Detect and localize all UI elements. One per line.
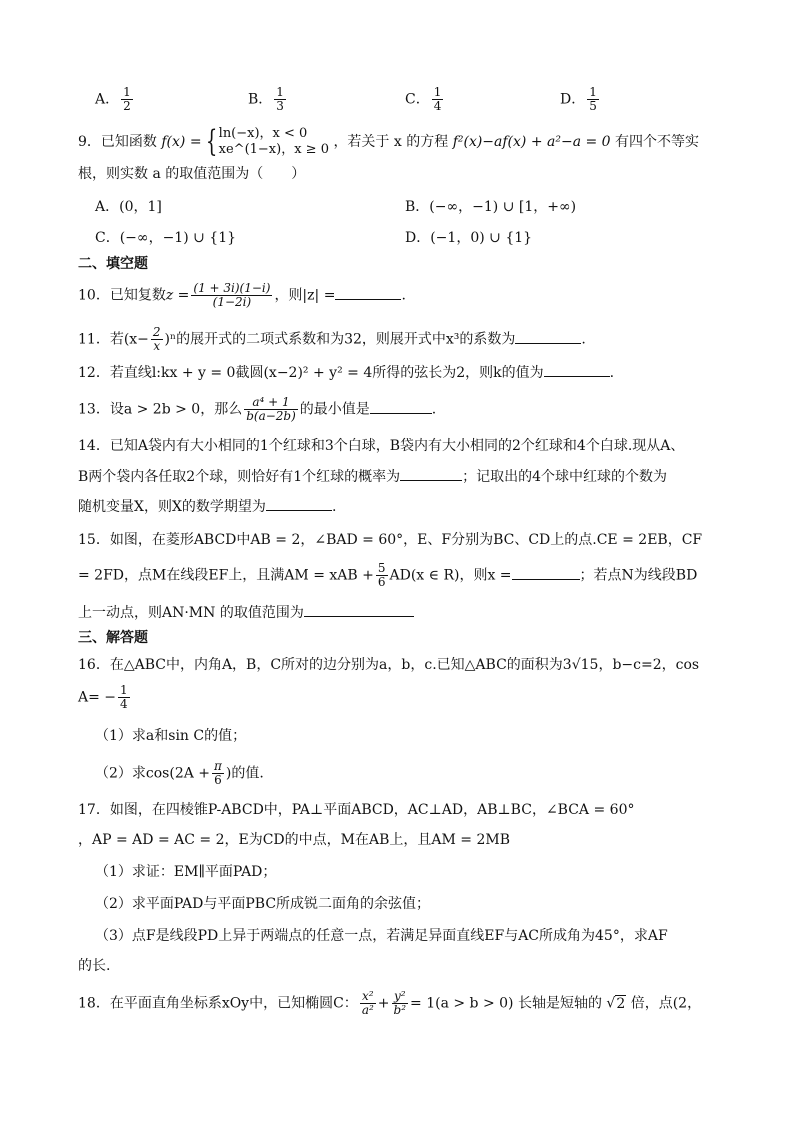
section-heading-fill-in: 二、填空题	[78, 256, 148, 272]
q9-option-d: D．(−1，0) ∪ {1}	[405, 230, 533, 246]
q17-line1: 17．如图，在四棱锥P-ABCD中，PA⊥平面ABCD，AC⊥AD，AB⊥BC，∠BCA = 60°	[78, 802, 635, 818]
q16-line2: A= − $\frac{1}{4}$	[78, 683, 128, 711]
q17-part1: （1）求证：EM∥平面PAD；	[95, 864, 277, 880]
q18: 18．在平面直角坐标系xOy中，已知椭圆C： $\frac{\text{x²}}{\text{a²}}$ + $\frac{\text{y²}}{\text{b²}}$ = 1(a > b > 0) 长轴是短轴的 √2 倍，点(2，	[78, 989, 702, 1017]
q9-option-c: C．(−∞，−1) ∪ {1}	[95, 230, 237, 246]
q8-option-c: C． $\frac{1}{4}$	[405, 85, 442, 113]
q16-line1: 16．在△ABC中，内角A，B，C所对的边分别为a，b，c.已知△ABC的面积为3√15，b−c=2，cos	[78, 657, 700, 673]
q9-stem: 9．已知函数 f(x) = { ln(−x)，x < 0 xe^(1−x)，x ≥ 0 ，若关于 x 的方程 f²(x)−af(x) + a²−a = 0 有四个不等实	[78, 124, 700, 159]
q10: 10．已知复数z = $\frac{(1 + 3i)(1-i)}{(1-2i)}$ ，则|z| = .	[78, 281, 406, 309]
q16-part2: （2）求cos(2A + $\frac{\pi}{6}$ )的值.	[95, 759, 264, 787]
q8-option-b: B． $\frac{1}{3}$	[248, 85, 284, 113]
section-heading-solutions: 三、解答题	[78, 630, 148, 646]
q9-option-a: A．(0，1]	[95, 199, 162, 215]
sqrt-radicand: 2	[616, 995, 626, 1012]
q17-part2: （2）求平面PAD与平面PBC所成锐二面角的余弦值；	[95, 896, 431, 912]
q15-line3: 上一动点，则AN·MN 的取值范围为	[78, 602, 414, 623]
q9-option-b: B．(−∞，−1) ∪ [1，+∞)	[405, 199, 577, 215]
q17-part3: （3）点F是线段PD上异于两端点的任意一点，若满足异面直线EF与AC所成角为45°，求AF	[95, 928, 668, 944]
q15-line1: 15．如图，在菱形ABCD中AB = 2，∠BAD = 60°，E、F分别为BC、CD上的点.CE = 2EB，CF	[78, 532, 703, 548]
q17-part3-cont: 的长.	[78, 958, 111, 974]
q9-stem-line2: 根，则实数 a 的取值范围为（ ）	[78, 166, 306, 182]
q14-line2: B两个袋内各任取2个球，则恰好有1个红球的概率为 ；记取出的4个球中红球的个数为	[78, 466, 667, 487]
q14-line3: 随机变量X，则X的数学期望为 .	[78, 496, 336, 517]
q17-line2: ，AP = AD = AC = 2，E为CD的中点，M在AB上，且AM = 2MB	[78, 832, 510, 848]
q8-option-d: D． $\frac{1}{5}$	[560, 85, 597, 113]
q8-option-a: A． $\frac{1}{2}$	[95, 85, 131, 113]
q16-part1: （1）求a和sin C的值；	[95, 728, 247, 744]
q15-line2: = 2FD，点M在线段EF上，且满AM = xAB + $\frac{5}{6}$ AD(x ∈ R)，则x = ；若点N为线段BD	[78, 561, 698, 589]
q12: 12．若直线l:kx + y = 0截圆(x−2)² + y² = 4所得的弦长为2，则k的值为 .	[78, 362, 614, 383]
q11: 11．若(x− $\frac{2}{x}$ )ⁿ的展开式的二项式系数和为32，则展开式中x³的系数为 .	[78, 325, 586, 353]
q14-line1: 14．已知A袋内有大小相同的1个红球和3个白球，B袋内有大小相同的2个红球和4个白球.现从A、	[78, 438, 685, 454]
piecewise-brace: {	[205, 124, 217, 159]
q13: 13．设a > 2b > 0，那么 $\frac{\text{a⁴ + 1}}{b(a-2b)}$ 的最小值是 .	[78, 395, 437, 423]
